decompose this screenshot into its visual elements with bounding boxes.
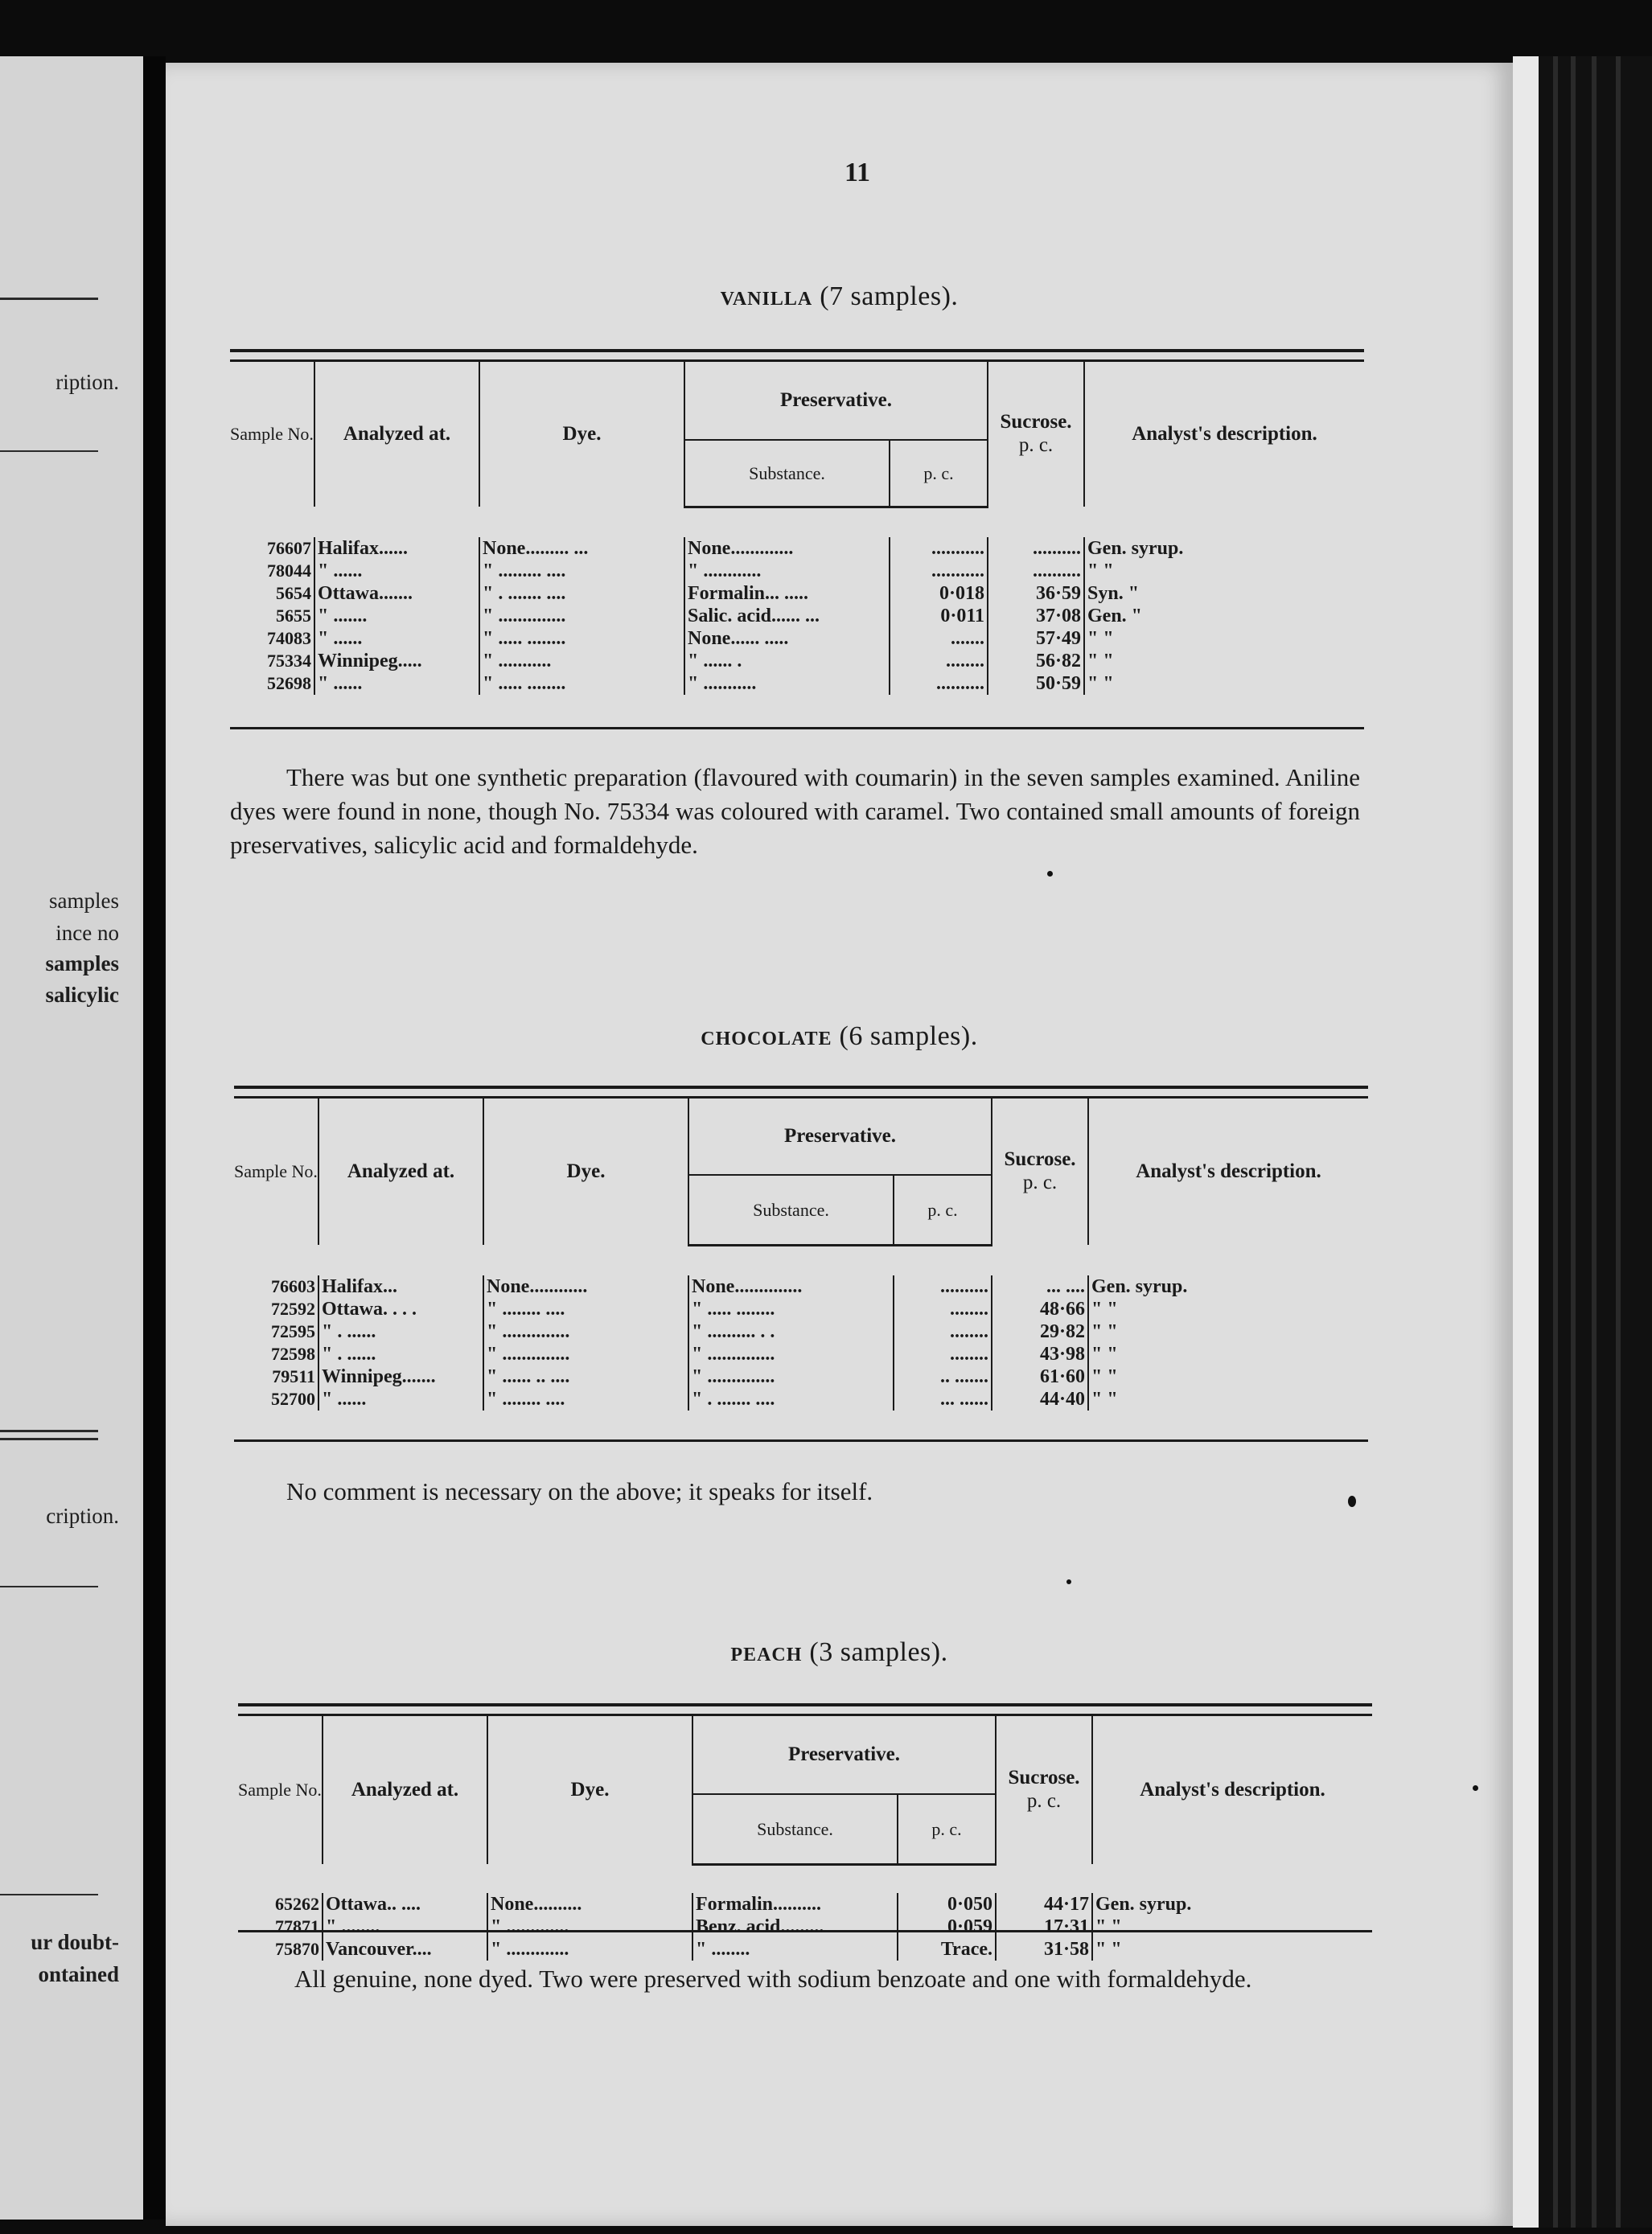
table-row: [234, 1298, 1368, 1320]
sucrose-cell: 44·17: [996, 1893, 1092, 1916]
col-preservative: Preservative.: [692, 1716, 996, 1794]
left-facing-page: [0, 56, 143, 2220]
sample-no-cell: 65262: [275, 1893, 319, 1914]
substance-cell: " . ....... ....: [688, 1388, 894, 1411]
sample-no-cell: 72592: [271, 1298, 315, 1319]
substance-cell: Formalin... .....: [684, 582, 890, 605]
analyzed-at-cell: " . ......: [318, 1343, 483, 1365]
left-page-rule: [0, 1586, 98, 1587]
sucrose-cell: 48·66: [992, 1298, 1088, 1320]
description-cell: " ": [1088, 1320, 1368, 1343]
preservative-pc-cell: ........: [894, 1298, 992, 1320]
description-cell: Gen. syrup.: [1088, 1275, 1368, 1298]
substance-cell: " ...........: [684, 672, 890, 695]
substance-cell: " .......... . .: [688, 1320, 894, 1343]
ink-speck: [1473, 1785, 1478, 1791]
document-page: [166, 63, 1513, 2226]
dye-cell: " ........ ....: [483, 1298, 688, 1320]
table-row: [230, 560, 1364, 582]
col-pc: p. c.: [894, 1175, 992, 1245]
left-page-fragment: ontained: [38, 1962, 119, 1986]
ink-speck: [1047, 871, 1053, 877]
dye-cell: " .............: [487, 1938, 692, 1961]
table-row: [230, 605, 1364, 627]
substance-cell: Formalin..........: [692, 1893, 898, 1916]
sample-no-cell: 78044: [267, 560, 311, 581]
sucrose-cell: 50·59: [988, 672, 1084, 695]
ink-speck: [1348, 1496, 1356, 1507]
description-cell: " ": [1084, 627, 1364, 650]
chocolate-table: [234, 1099, 1368, 1411]
sample-no-cell: 79511: [272, 1365, 315, 1386]
table-row: [230, 537, 1364, 560]
table-body: [230, 537, 1364, 695]
substance-cell: " ............: [684, 560, 890, 582]
sucrose-cell: 56·82: [988, 650, 1084, 672]
description-cell: " ": [1088, 1298, 1368, 1320]
description-cell: " ": [1084, 672, 1364, 695]
col-sucrose: Sucrose. p. c.: [988, 362, 1084, 507]
col-substance: Substance.: [688, 1175, 894, 1245]
col-analyzed-at: Analyzed at.: [323, 1716, 487, 1864]
chocolate-commentary: No comment is necessary on the above; it speaks for itself.: [286, 1477, 873, 1505]
table-top-rule: [238, 1703, 1372, 1716]
sucrose-cell: 31·58: [996, 1938, 1092, 1961]
preservative-pc-cell: ........: [894, 1320, 992, 1343]
dye-cell: " ..............: [479, 605, 684, 627]
left-page-fragment: ription.: [55, 370, 119, 394]
sucrose-cell: 17·31: [996, 1916, 1092, 1938]
sample-no-cell: 74083: [267, 627, 311, 648]
dye-cell: None............: [483, 1275, 688, 1298]
substance-cell: " ..............: [688, 1365, 894, 1388]
substance-cell: " ........: [692, 1938, 898, 1961]
sucrose-cell: 43·98: [992, 1343, 1088, 1365]
vanilla-commentary: There was but one synthetic preparation (flavoured with coumarin) in the seven samples examined. Aniline dyes were found in none, though No. 75334 was coloured with caramel. Two contained small amounts of foreign preservatives, salicylic acid and formaldehyde.: [230, 763, 1360, 859]
analyzed-at-cell: Winnipeg.......: [318, 1365, 483, 1388]
table-row: [234, 1343, 1368, 1365]
description-cell: Gen. ": [1084, 605, 1364, 627]
dye-cell: " ......... ....: [479, 560, 684, 582]
sample-no-cell: 72598: [271, 1343, 315, 1364]
col-substance: Substance.: [684, 440, 890, 507]
table-top-rule: [234, 1086, 1368, 1099]
sample-no-cell: 76603: [271, 1275, 315, 1296]
description-cell: " ": [1088, 1343, 1368, 1365]
description-cell: " ": [1084, 560, 1364, 582]
preservative-pc-cell: ..........: [894, 1275, 992, 1298]
table-row: [234, 1275, 1368, 1298]
sucrose-cell: 37·08: [988, 605, 1084, 627]
table-row: [234, 1365, 1368, 1388]
analyzed-at-cell: Halifax......: [314, 537, 479, 560]
section-heading-vanilla: VANILLA (7 samples).: [720, 281, 959, 311]
sucrose-cell: ... ....: [992, 1275, 1088, 1298]
table-row: [238, 1916, 1372, 1938]
table-row: [230, 582, 1364, 605]
col-sucrose: Sucrose. p. c.: [996, 1716, 1092, 1864]
left-page-fragment: ur doubt-: [31, 1930, 119, 1954]
analyzed-at-cell: Winnipeg.....: [314, 650, 479, 672]
left-page-fragment: salicylic: [45, 983, 119, 1007]
description-cell: " ": [1088, 1365, 1368, 1388]
table-row: [230, 650, 1364, 672]
col-preservative: Preservative.: [684, 362, 988, 440]
page-edge: [1513, 56, 1539, 2228]
col-analyzed-at: Analyzed at.: [314, 362, 479, 507]
table-row: [230, 672, 1364, 695]
analyzed-at-cell: " . ......: [318, 1320, 483, 1343]
analyzed-at-cell: " ......: [314, 672, 479, 695]
dye-cell: " ...... .. ....: [483, 1365, 688, 1388]
peach-commentary: All genuine, none dyed. Two were preserved with sodium benzoate and one with formaldehyde.: [294, 1965, 1252, 1993]
table-row: [238, 1938, 1372, 1961]
dye-cell: " . ....... ....: [479, 582, 684, 605]
left-page-rule: [0, 1438, 98, 1440]
analyzed-at-cell: " .......: [314, 605, 479, 627]
analyzed-at-cell: Vancouver....: [323, 1938, 487, 1961]
table-row: [234, 1388, 1368, 1411]
preservative-pc-cell: ........: [894, 1343, 992, 1365]
description-cell: " ": [1092, 1938, 1372, 1961]
vanilla-table: [230, 362, 1364, 695]
left-page-rule: [0, 298, 98, 300]
preservative-pc-cell: 0·011: [890, 605, 988, 627]
substance-cell: None...... .....: [684, 627, 890, 650]
sucrose-cell: ..........: [988, 537, 1084, 560]
sample-no-cell: 75334: [267, 650, 311, 671]
dye-cell: " ..... ........: [479, 627, 684, 650]
sucrose-cell: 61·60: [992, 1365, 1088, 1388]
section-heading-chocolate: CHOCOLATE (6 samples).: [701, 1021, 978, 1051]
substance-cell: " ..............: [688, 1343, 894, 1365]
col-analyzed-at: Analyzed at.: [318, 1099, 483, 1245]
left-page-fragment: samples: [49, 889, 119, 913]
sample-no-cell: 52700: [271, 1388, 315, 1409]
col-sample-no: Sample No.: [238, 1780, 322, 1801]
preservative-pc-cell: ........: [890, 650, 988, 672]
preservative-pc-cell: 0·059: [898, 1916, 996, 1938]
sample-no-cell: 72595: [271, 1320, 315, 1341]
substance-cell: " ...... .: [684, 650, 890, 672]
table-row: [238, 1893, 1372, 1916]
sucrose-cell: 57·49: [988, 627, 1084, 650]
preservative-pc-cell: ...........: [890, 560, 988, 582]
table-bottom-rule: [230, 727, 1364, 729]
analyzed-at-cell: " ........: [323, 1916, 487, 1938]
substance-cell: None.............: [684, 537, 890, 560]
sample-no-cell: 52698: [267, 672, 311, 693]
col-sample-no: Sample No.: [234, 1161, 318, 1182]
col-description: Analyst's description.: [1088, 1099, 1368, 1245]
sucrose-cell: 44·40: [992, 1388, 1088, 1411]
col-substance: Substance.: [692, 1794, 898, 1864]
sucrose-cell: ..........: [988, 560, 1084, 582]
table-bottom-rule: [234, 1439, 1368, 1442]
substance-cell: Salic. acid...... ...: [684, 605, 890, 627]
analyzed-at-cell: Ottawa.. ....: [323, 1893, 487, 1916]
sucrose-cell: 29·82: [992, 1320, 1088, 1343]
col-pc: p. c.: [898, 1794, 996, 1864]
sample-no-cell: 77871: [275, 1916, 319, 1936]
left-page-fragment: cription.: [46, 1504, 119, 1528]
sample-no-cell: 5654: [276, 582, 311, 603]
book-edge-shadow: [1539, 56, 1652, 2228]
dye-cell: None..........: [487, 1893, 692, 1916]
left-page-rule: [0, 1894, 98, 1895]
col-sucrose: Sucrose. p. c.: [992, 1099, 1088, 1245]
dye-cell: " ...........: [479, 650, 684, 672]
description-cell: " ": [1088, 1388, 1368, 1411]
table-top-rule: [230, 349, 1364, 362]
dye-cell: " ..............: [483, 1320, 688, 1343]
preservative-pc-cell: .. .......: [894, 1365, 992, 1388]
table-row: [234, 1320, 1368, 1343]
section-heading-peach: PEACH (3 samples).: [730, 1637, 948, 1667]
analyzed-at-cell: Ottawa. . . .: [318, 1298, 483, 1320]
sample-no-cell: 76607: [267, 537, 311, 558]
preservative-pc-cell: ..........: [890, 672, 988, 695]
substance-cell: Benz. acid.........: [692, 1916, 898, 1938]
preservative-pc-cell: 0·050: [898, 1893, 996, 1916]
dye-cell: " ..... ........: [479, 672, 684, 695]
dye-cell: None......... ...: [479, 537, 684, 560]
col-description: Analyst's description.: [1084, 362, 1364, 507]
analyzed-at-cell: " ......: [314, 560, 479, 582]
preservative-pc-cell: 0·018: [890, 582, 988, 605]
analyzed-at-cell: Ottawa.......: [314, 582, 479, 605]
col-pc: p. c.: [890, 440, 988, 507]
col-preservative: Preservative.: [688, 1099, 992, 1175]
table-body: [234, 1275, 1368, 1411]
analyzed-at-cell: " ......: [314, 627, 479, 650]
dye-cell: " ........ ....: [483, 1388, 688, 1411]
preservative-pc-cell: ... ......: [894, 1388, 992, 1411]
sample-no-cell: 5655: [276, 605, 311, 626]
left-page-rule: [0, 450, 98, 452]
col-dye: Dye.: [487, 1716, 692, 1864]
table-row: [230, 627, 1364, 650]
description-cell: " ": [1084, 650, 1364, 672]
sample-no-cell: 75870: [275, 1938, 319, 1959]
analyzed-at-cell: Halifax...: [318, 1275, 483, 1298]
col-dye: Dye.: [483, 1099, 688, 1245]
preservative-pc-cell: .......: [890, 627, 988, 650]
description-cell: Syn. ": [1084, 582, 1364, 605]
page-number: 11: [844, 158, 871, 187]
ink-speck: [1066, 1579, 1071, 1584]
left-page-fragment: samples: [45, 951, 119, 975]
col-description: Analyst's description.: [1092, 1716, 1372, 1864]
book-gutter: [143, 56, 166, 2220]
left-page-fragment: ince no: [55, 921, 119, 945]
analyzed-at-cell: " ......: [318, 1388, 483, 1411]
preservative-pc-cell: Trace.: [898, 1938, 996, 1961]
left-page-rule: [0, 1430, 98, 1432]
peach-table: [238, 1716, 1372, 1961]
col-dye: Dye.: [479, 362, 684, 507]
table-body: [238, 1893, 1372, 1961]
table-bottom-rule: [238, 1930, 1372, 1932]
sucrose-cell: 36·59: [988, 582, 1084, 605]
col-sample-no: Sample No.: [230, 424, 314, 445]
dye-cell: " .............: [487, 1916, 692, 1938]
preservative-pc-cell: ...........: [890, 537, 988, 560]
substance-cell: None..............: [688, 1275, 894, 1298]
substance-cell: " ..... ........: [688, 1298, 894, 1320]
dye-cell: " ..............: [483, 1343, 688, 1365]
description-cell: " ": [1092, 1916, 1372, 1938]
description-cell: Gen. syrup.: [1092, 1893, 1372, 1916]
description-cell: Gen. syrup.: [1084, 537, 1364, 560]
